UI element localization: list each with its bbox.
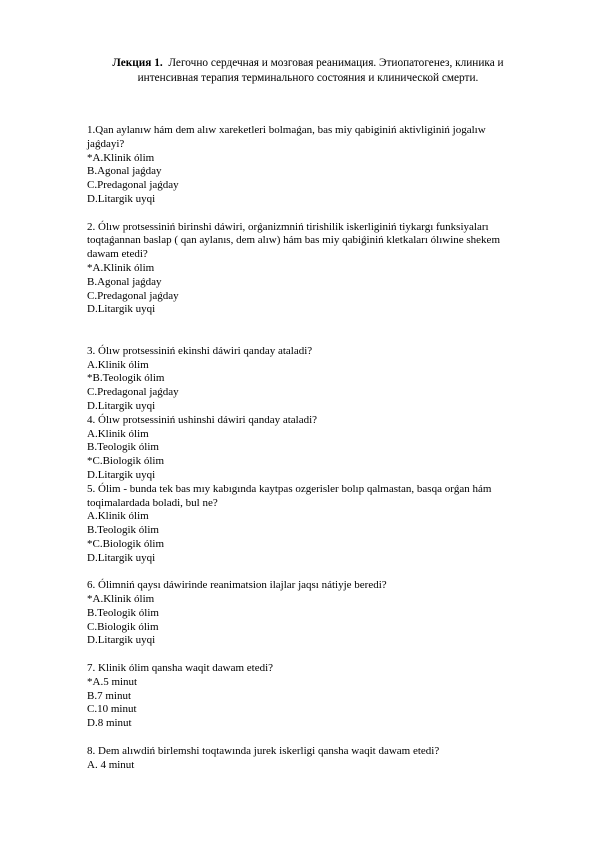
answer-option: B.Teologik ólim <box>87 606 159 619</box>
question-text: 1.Qan aylanıw hám dem alıw xareketleri bolmaǵan, bas miy qabiginiń aktivliginiń jogalıw <box>87 124 486 136</box>
answer-option: D.Litargik uyqi <box>87 192 156 205</box>
question-text: 2. Ólıw protsessiniń birinshi dáwiri, orǵanizmniń tirishilik iskerliginiń tiykargı funksiyaları <box>87 220 489 233</box>
title-line-1 <box>70 56 546 71</box>
lecture-title <box>70 56 546 86</box>
question-text: toqtaǵannan baslap ( qan aylanıs, dem alıw) hám bas miy qabiǵiniń kletkaları ólıwine shekem <box>87 234 500 247</box>
answer-option: D.Litargik uyqi <box>87 634 156 647</box>
answer-option: *C.Biologik ólim <box>87 537 165 550</box>
question-6 <box>87 579 557 648</box>
question-text: 6. Ólimniń qaysı dáwirinde reanimatsion ilajlar jaqsı nátiyje beredi? <box>87 579 387 592</box>
answer-option: C.10 minut <box>87 703 137 716</box>
question-7 <box>87 662 557 731</box>
title-line-2: интенсивная терапия терминального состояния и клинической смерти. <box>137 72 479 84</box>
answer-option: D.Litargik uyqi <box>87 303 156 316</box>
question-2 <box>87 221 557 318</box>
question-text: jaǵdayi? <box>87 137 125 150</box>
answer-option: *A.Klinik ólim <box>87 593 155 606</box>
answer-option: A. 4 minut <box>87 758 135 771</box>
answer-option: *A.5 minut <box>87 675 138 688</box>
answer-option: A.Klinik ólim <box>87 358 149 371</box>
answer-option: D.Litargik uyqi <box>87 399 156 412</box>
answer-option: C.Predagonal jaǵday <box>87 179 179 192</box>
question-3 <box>87 345 557 414</box>
question-5 <box>87 483 557 566</box>
answer-option: *B.Teologik ólim <box>87 372 165 385</box>
question-4 <box>87 414 557 483</box>
answer-option: B.Agonal jaǵday <box>87 165 162 178</box>
question-text: 8. Dem alıwdiń birlemshi toqtawında jurek iskerligi qansha waqit dawam etedi? <box>87 744 440 757</box>
question-text: toqimalardada boladi, bul ne? <box>87 496 218 509</box>
question-text: 4. Ólıw protsessiniń ushinshi dáwiri qanday ataladi? <box>87 413 318 426</box>
question-8 <box>87 745 557 773</box>
answer-option: *A.Klinik ólim <box>87 261 155 274</box>
answer-option: B.Agonal jaǵday <box>87 275 162 288</box>
answer-option: D.Litargik uyqi <box>87 551 156 564</box>
question-text: 3. Ólıw protsessiniń ekinshi dáwiri qanday ataladi? <box>87 344 313 357</box>
answer-option: C.Predagonal jaǵday <box>87 386 179 399</box>
questions-list <box>87 124 557 772</box>
answer-option: C.Predagonal jaǵday <box>87 289 179 302</box>
answer-option: A.Klinik ólim <box>87 427 149 440</box>
answer-option: C.Biologik ólim <box>87 620 159 633</box>
answer-option: *C.Biologik ólim <box>87 455 165 468</box>
question-text: 7. Klinik ólim qansha waqit dawam etedi? <box>87 662 274 675</box>
answer-option: D.8 minut <box>87 717 132 730</box>
answer-option: B.7 minut <box>87 689 132 702</box>
answer-option: B.Teologik ólim <box>87 524 159 537</box>
title-text-1: Легочно сердечная и мозговая реанимация. Этиопатогенез, клиника и <box>168 57 504 69</box>
answer-option: D.Litargik uyqi <box>87 468 156 481</box>
answer-option: B.Teologik ólim <box>87 441 159 454</box>
question-1 <box>87 124 557 207</box>
question-text: dawam etedi? <box>87 248 148 261</box>
question-text: 5. Ólim - bunda tek bas mıy kabıgında kaytpas ozgerisler bolıp qalmastan, basqa orǵan hám <box>87 482 492 495</box>
answer-option: A.Klinik ólim <box>87 510 149 523</box>
answer-option: *A.Klinik ólim <box>87 151 155 164</box>
title-label: Лекция 1. <box>112 57 163 69</box>
